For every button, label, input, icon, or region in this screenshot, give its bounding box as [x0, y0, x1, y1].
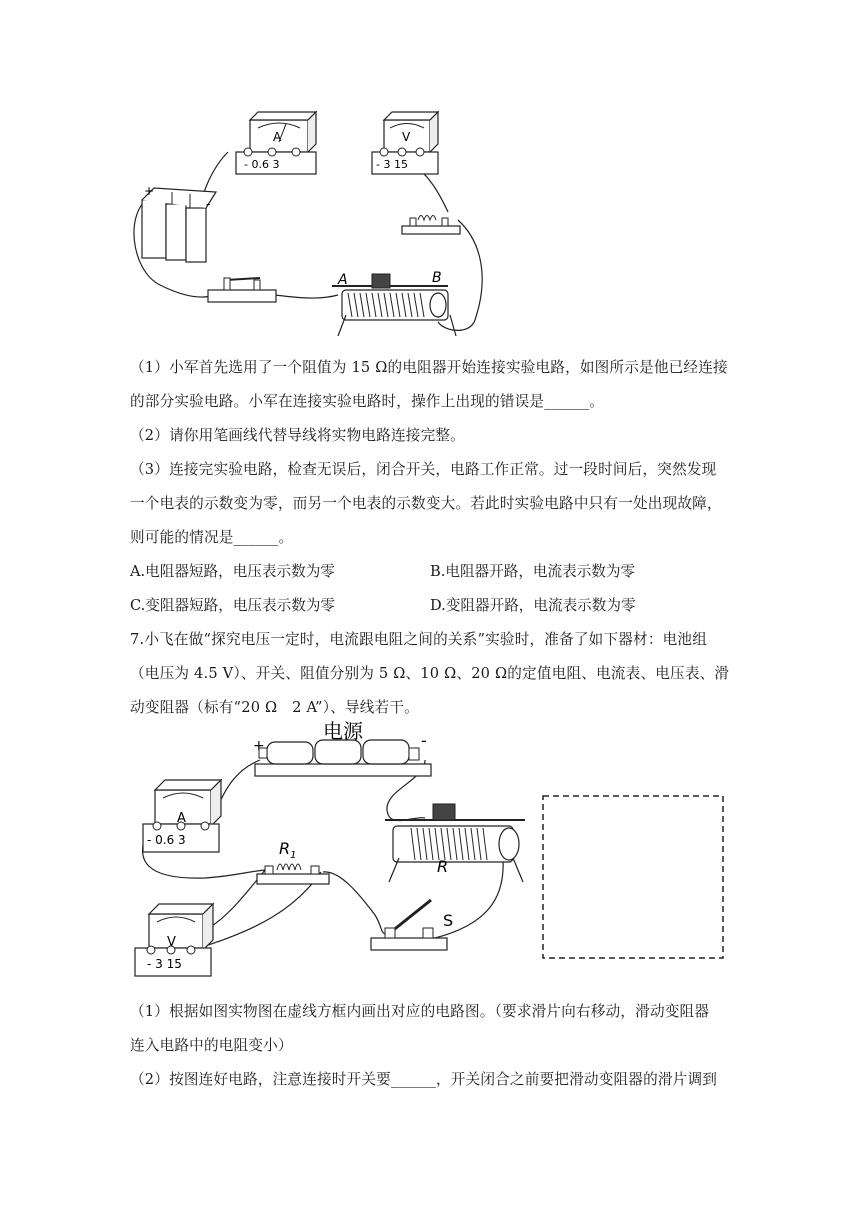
q6-option-a: A.电阻器短路，电压表示数为零 — [130, 563, 335, 580]
q7-part2-line1: （2）按图连好电路，注意连接时开关要______，开关闭合之前要把滑动变阻器的滑片调到 — [130, 1071, 718, 1088]
switch-icon — [208, 278, 276, 302]
r1-label: $R_1$ — [279, 839, 297, 861]
q6-part3-line1: （3）连接完实验电路，检查无误后，闭合开关，电路工作正常。过一段时间后，突然发现 — [130, 461, 717, 478]
q6-part1-line2: 的部分实验电路。小军在连接实验电路时，操作上出现的错误是______。 — [130, 393, 605, 410]
resistor-icon — [402, 216, 460, 235]
voltmeter-letter: V — [402, 130, 411, 144]
battery-icon — [142, 188, 216, 262]
rheostat-label-b: B — [432, 270, 442, 286]
ammeter-scale-2: - 0.6 3 — [147, 833, 186, 847]
circuit-figure-2 — [125, 720, 735, 982]
ammeter-scale: - 0.6 3 — [244, 158, 280, 171]
q6-part1-line1: （1）小军首先选用了一个阻值为 15 Ω的电阻器开始连接实验电路，如图所示是他已经连接 — [130, 359, 728, 376]
rheostat-icon-2 — [385, 804, 525, 882]
switch-label: S — [443, 911, 454, 930]
battery-pack-icon — [255, 740, 431, 776]
q6-part3-line2: 一个电表的示数变为零，而另一个电表的示数变大。若此时实验电路中只有一处出现故障， — [130, 495, 722, 512]
ammeter-letter-2: A — [177, 811, 186, 826]
battery-plus: + — [144, 184, 155, 198]
ammeter-letter: A — [273, 130, 282, 144]
battery-minus-2: - — [421, 731, 427, 750]
battery-plus-2: + — [253, 738, 265, 754]
q6-part2: （2）请你用笔画线代替导线将实物电路连接完整。 — [130, 427, 465, 444]
battery-minus: - — [206, 197, 211, 211]
switch-icon-2 — [371, 900, 447, 950]
q7-line2: （电压为 4.5 V）、开关、阻值分别为 5 Ω、10 Ω、20 Ω的定值电阻、电流表、电压表、滑 — [130, 665, 730, 682]
rheostat-label-a: A — [338, 272, 348, 288]
q6-part3-line3: 则可能的情况是______。 — [130, 529, 294, 546]
q7-part1-line1: （1）根据如图实物图在虚线方框内画出对应的电路图。（要求滑片向右移动，滑动变阻器 — [130, 1003, 710, 1020]
q7-part1-line2: 连入电路中的电阻变小） — [130, 1037, 293, 1054]
voltmeter-scale: - 3 15 — [376, 158, 408, 171]
fixed-resistor-icon — [257, 864, 329, 884]
q6-option-c: C.变阻器短路，电压表示数为零 — [130, 597, 336, 614]
circuit-figure-1 — [120, 100, 520, 350]
power-label: 电源 — [323, 720, 363, 743]
q6-option-d: D.变阻器开路，电流表示数为零 — [430, 597, 636, 614]
voltmeter-scale-2: - 3 15 — [147, 957, 182, 971]
voltmeter-letter-2: V — [167, 935, 176, 950]
q7-line3: 动变阻器（标有“20 Ω 2 A”）、导线若干。 — [130, 699, 419, 716]
q6-option-b: B.电阻器开路，电流表示数为零 — [430, 563, 636, 580]
q7-line1: 7.小飞在做“探究电压一定时，电流跟电阻之间的关系”实验时，准备了如下器材：电池组 — [130, 631, 708, 648]
dashed-drawing-box — [543, 796, 723, 958]
rheostat-label-r: R — [437, 857, 449, 876]
